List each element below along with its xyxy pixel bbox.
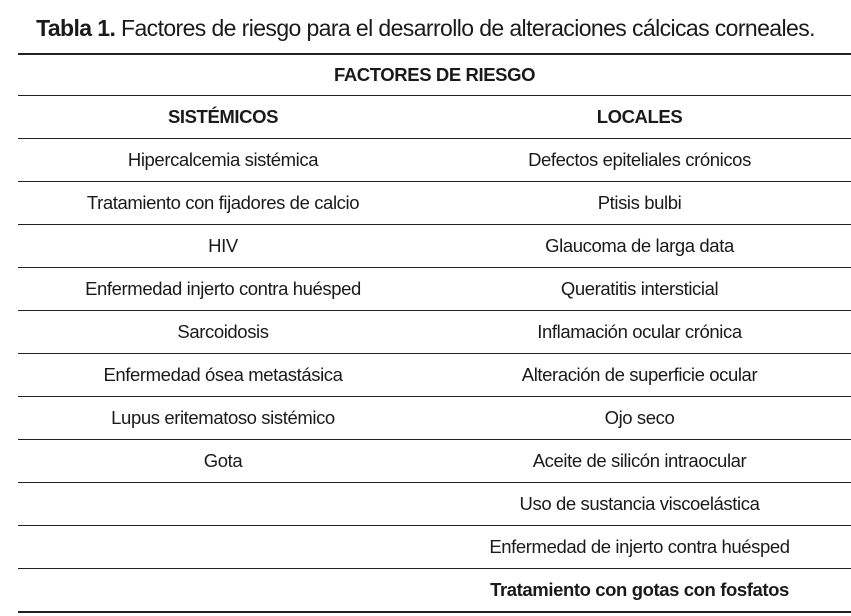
table-cell-sistemico (18, 526, 428, 569)
table-cell-local: Queratitis intersticial (428, 268, 851, 311)
table-row (18, 182, 851, 225)
table-cell-sistemico: Sarcoidosis (18, 311, 428, 354)
table-row (18, 483, 851, 526)
table-cell-sistemico: Enfermedad ósea metastásica (18, 354, 428, 397)
table-row (18, 397, 851, 440)
column-header-locales: LOCALES (428, 96, 851, 139)
table-cell-sistemico: Lupus eritematoso sistémico (18, 397, 428, 440)
table-row (18, 311, 851, 354)
table-row (18, 440, 851, 483)
group-header-row (18, 54, 851, 96)
group-header: FACTORES DE RIESGO (18, 54, 851, 96)
table-cell-local: Alteración de superficie ocular (428, 354, 851, 397)
table-cell-sistemico: Hipercalcemia sistémica (18, 139, 428, 182)
column-header-row (18, 96, 851, 139)
table-cell-sistemico: HIV (18, 225, 428, 268)
table-cell-local: Uso de sustancia viscoelástica (428, 483, 851, 526)
table-row (18, 268, 851, 311)
table-row (18, 354, 851, 397)
table-cell-sistemico: Enfermedad injerto contra huésped (18, 268, 428, 311)
table-caption (0, 12, 851, 44)
table-cell-local: Ojo seco (428, 397, 851, 440)
table-row (18, 225, 851, 268)
table-cell-local: Ptisis bulbi (428, 182, 851, 225)
table-cell-sistemico (18, 569, 428, 613)
table-cell-local: Aceite de silicón intraocular (428, 440, 851, 483)
table-row (18, 139, 851, 182)
table-caption-text: Factores de riesgo para el desarrollo de alteraciones cálcicas corneales. (115, 15, 815, 41)
table-caption-label: Tabla 1. (36, 15, 116, 41)
table-cell-sistemico: Gota (18, 440, 428, 483)
risk-factors-table-container (18, 53, 851, 613)
table-cell-local: Defectos epiteliales crónicos (428, 139, 851, 182)
table-cell-sistemico (18, 483, 428, 526)
column-header-sistemicos: SISTÉMICOS (18, 96, 428, 139)
table-cell-local: Enfermedad de injerto contra huésped (428, 526, 851, 569)
table-cell-local: Glaucoma de larga data (428, 225, 851, 268)
risk-factors-table (18, 53, 851, 613)
table-row (18, 569, 851, 613)
table-cell-local: Tratamiento con gotas con fosfatos (428, 569, 851, 613)
table-cell-local: Inflamación ocular crónica (428, 311, 851, 354)
table-cell-sistemico: Tratamiento con fijadores de calcio (18, 182, 428, 225)
table-row (18, 526, 851, 569)
